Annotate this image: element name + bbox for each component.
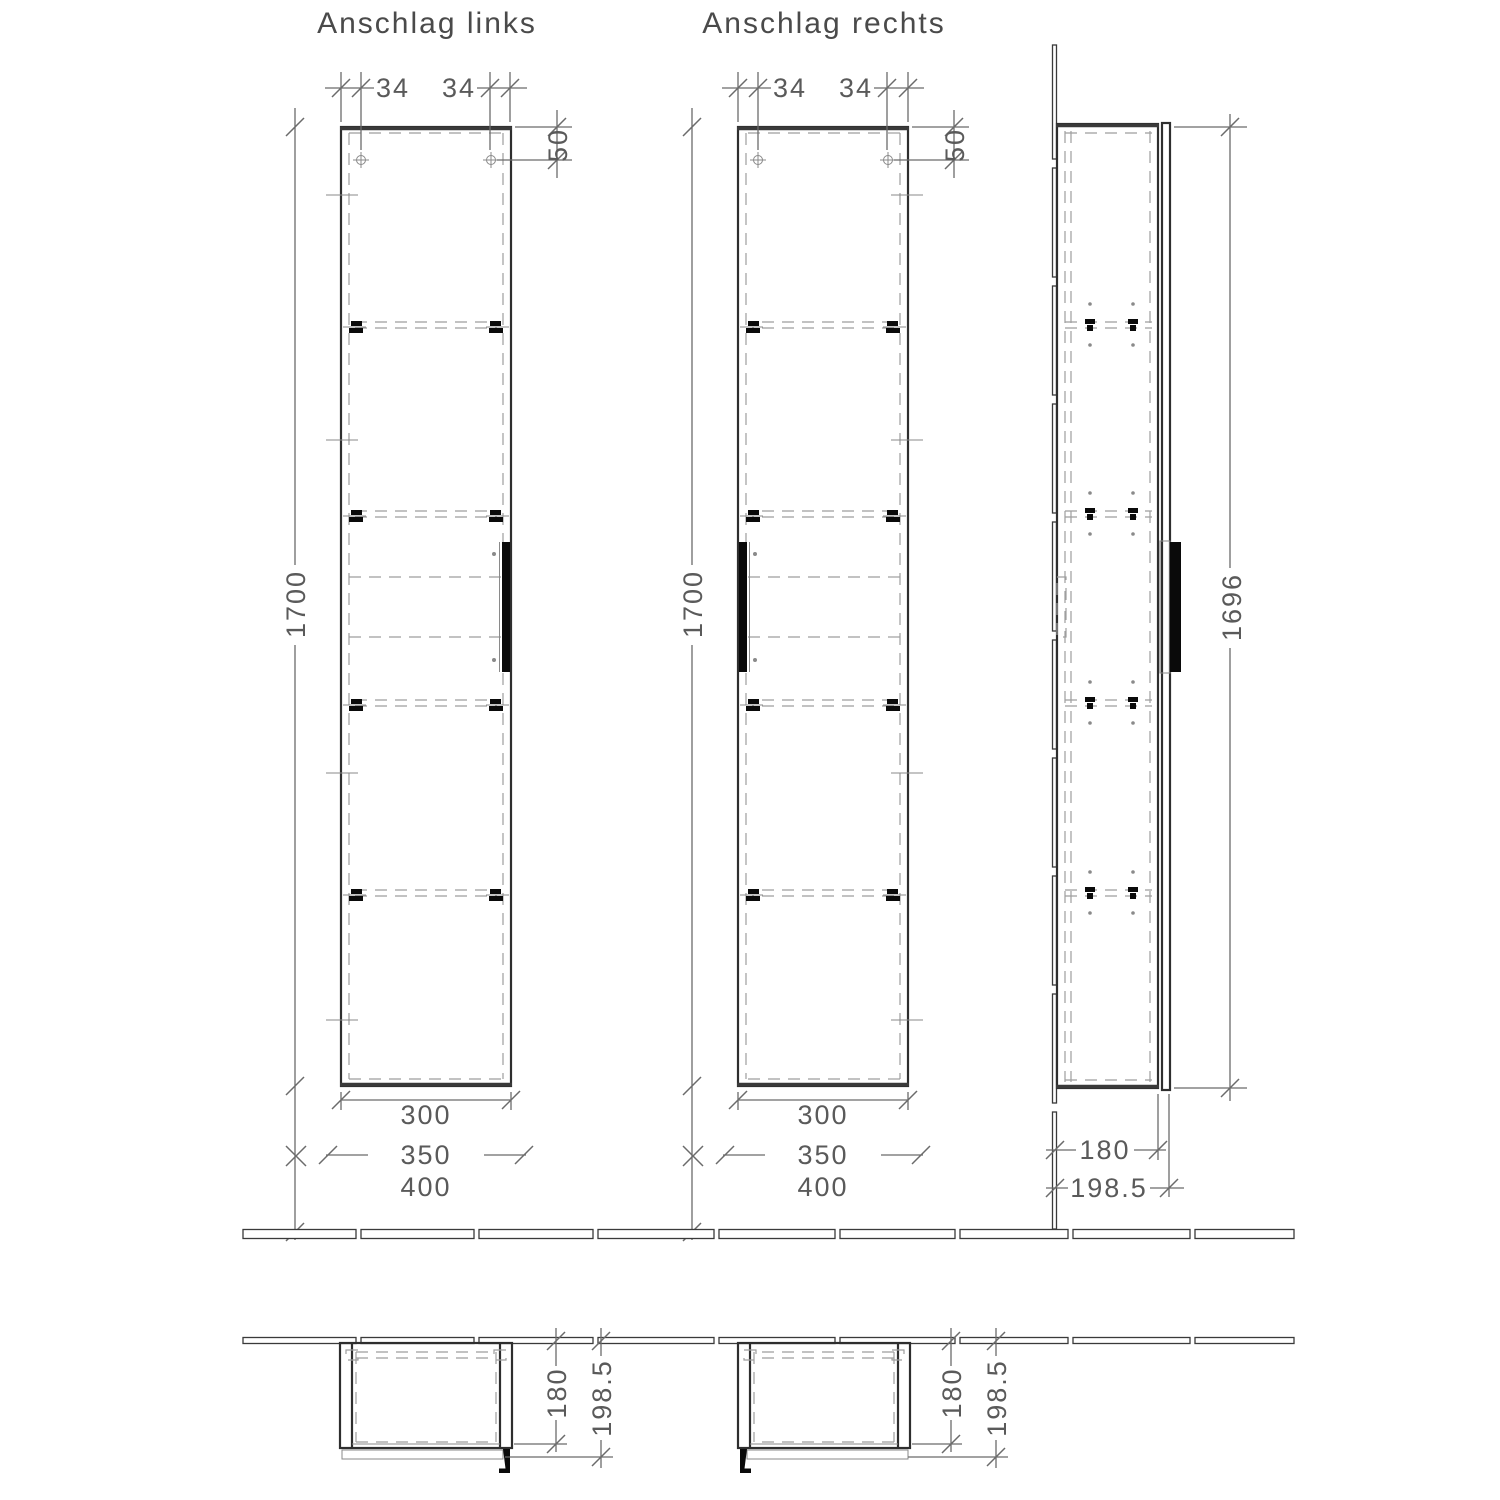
dim-depth-body: 180 <box>937 1367 967 1419</box>
shelf-row <box>1065 302 1152 347</box>
dim-depth-body: 180 <box>1079 1135 1131 1165</box>
floor-line <box>243 1230 1294 1239</box>
side-view <box>1053 45 1182 1229</box>
dim-offset-right: 34 <box>441 73 477 103</box>
plan-view-right <box>738 1343 910 1473</box>
dim-depth-body: 180 <box>542 1367 572 1419</box>
dim-width-outer: 400 <box>797 1172 849 1202</box>
dim-depth-total: 198.5 <box>587 1359 617 1437</box>
dim-width-outer: 400 <box>400 1172 452 1202</box>
dim-width-inner: 300 <box>400 1100 452 1130</box>
dim-height: 1696 <box>1217 572 1247 642</box>
dim-width-mid: 350 <box>400 1140 452 1170</box>
shelf-row <box>1065 870 1152 915</box>
dim-top-offset: 50 <box>543 127 573 163</box>
dim-offset-left: 34 <box>375 73 411 103</box>
dim-offset-left: 34 <box>772 73 808 103</box>
mounting-rail <box>1057 577 1066 637</box>
shelf-row <box>1065 491 1152 536</box>
door-panel <box>1162 123 1170 1090</box>
title-hinge-right: Anschlag rechts <box>702 7 946 40</box>
dim-depth-total: 198.5 <box>1070 1173 1148 1203</box>
plan-view-left <box>340 1343 512 1473</box>
door-handle <box>1160 541 1181 673</box>
title-hinge-left: Anschlag links <box>317 7 537 40</box>
dim-height: 1700 <box>678 569 708 639</box>
dim-offset-right: 34 <box>838 73 874 103</box>
dims-plan-left <box>505 1328 617 1468</box>
dim-top-offset: 50 <box>940 127 970 163</box>
dim-width-mid: 350 <box>797 1140 849 1170</box>
dims-side <box>1046 114 1247 1203</box>
dim-depth-total: 198.5 <box>982 1359 1012 1437</box>
dims-front-right <box>678 72 970 1241</box>
front-view-right <box>737 127 923 1086</box>
dim-width-inner: 300 <box>797 1100 849 1130</box>
front-view-left <box>326 127 512 1086</box>
dim-height: 1700 <box>281 569 311 639</box>
dims-plan-right <box>908 1328 1012 1468</box>
dims-front-left <box>281 72 573 1241</box>
shelf-row <box>1065 680 1152 725</box>
